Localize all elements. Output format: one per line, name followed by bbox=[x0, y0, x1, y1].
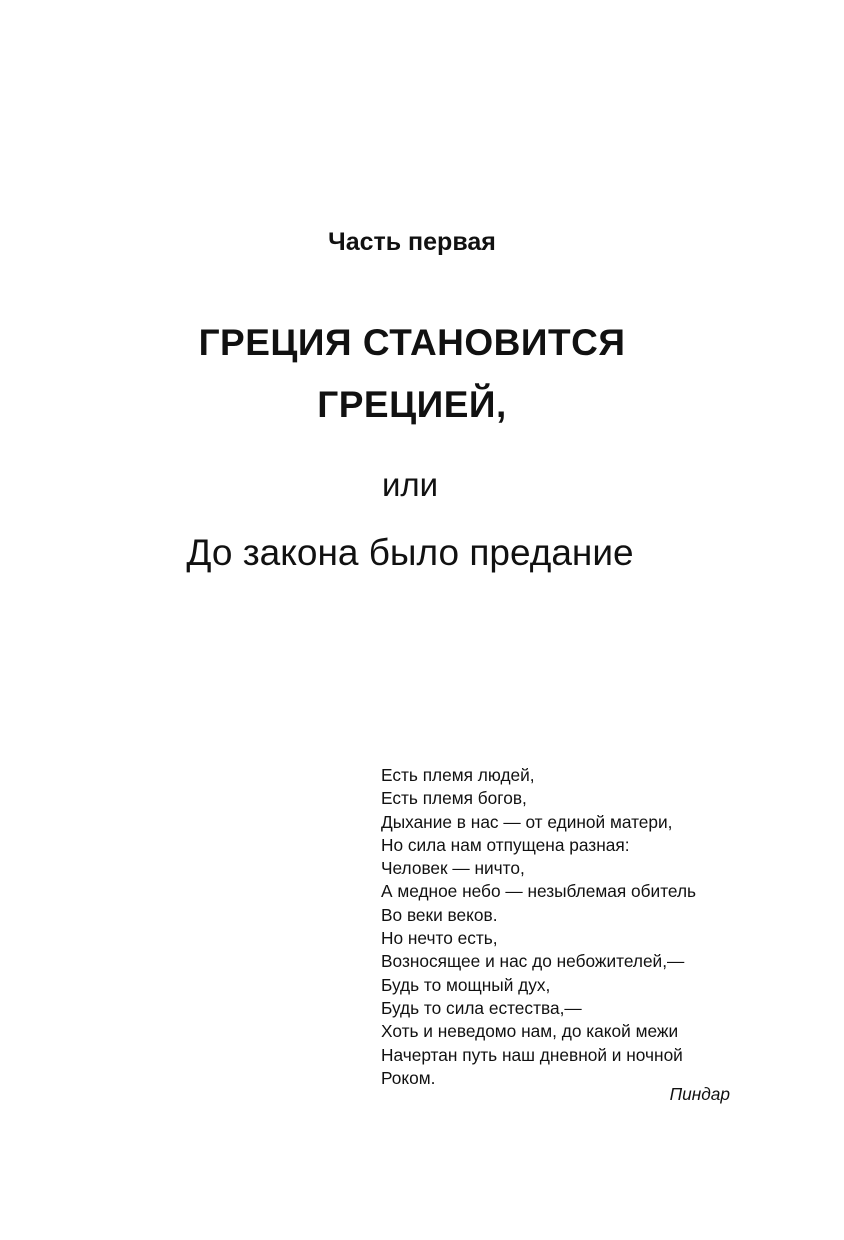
part-label: Часть первая bbox=[328, 228, 496, 256]
title-line: ГРЕЦИЯ СТАНОВИТСЯ bbox=[198, 322, 626, 363]
poem-line: Хоть и неведомо нам, до какой межи bbox=[381, 1021, 679, 1042]
poem-line: Во веки веков. bbox=[381, 904, 498, 925]
chapter-title bbox=[0, 312, 824, 436]
title-line: ГРЕЦИЕЙ, bbox=[317, 384, 507, 425]
subtitle: До закона было предание bbox=[186, 532, 634, 573]
poem-line: Дыхание в нас — от единой матери, bbox=[381, 811, 673, 832]
epigraph-poem bbox=[381, 764, 696, 1090]
poem-line: А медное небо — незыблемая обитель bbox=[381, 881, 697, 902]
poem-line: Человек — ничто, bbox=[381, 858, 525, 879]
poem-line: Но сила нам отпущена разная: bbox=[381, 834, 630, 855]
poem-line: Начертан путь наш дневной и ночной bbox=[381, 1044, 683, 1065]
conjunction: или bbox=[381, 466, 439, 503]
poem-line: Будь то сила естества,— bbox=[381, 997, 582, 1018]
poem-line: Будь то мощный дух, bbox=[381, 974, 551, 995]
epigraph-author: Пиндар bbox=[669, 1084, 730, 1104]
poem-line: Есть племя богов, bbox=[381, 788, 527, 809]
poem-line: Но нечто есть, bbox=[381, 928, 498, 949]
poem-line: Возносящее и нас до небожителей,— bbox=[381, 951, 685, 972]
poem-line: Роком. bbox=[381, 1067, 436, 1088]
poem-line: Есть племя людей, bbox=[381, 765, 535, 785]
